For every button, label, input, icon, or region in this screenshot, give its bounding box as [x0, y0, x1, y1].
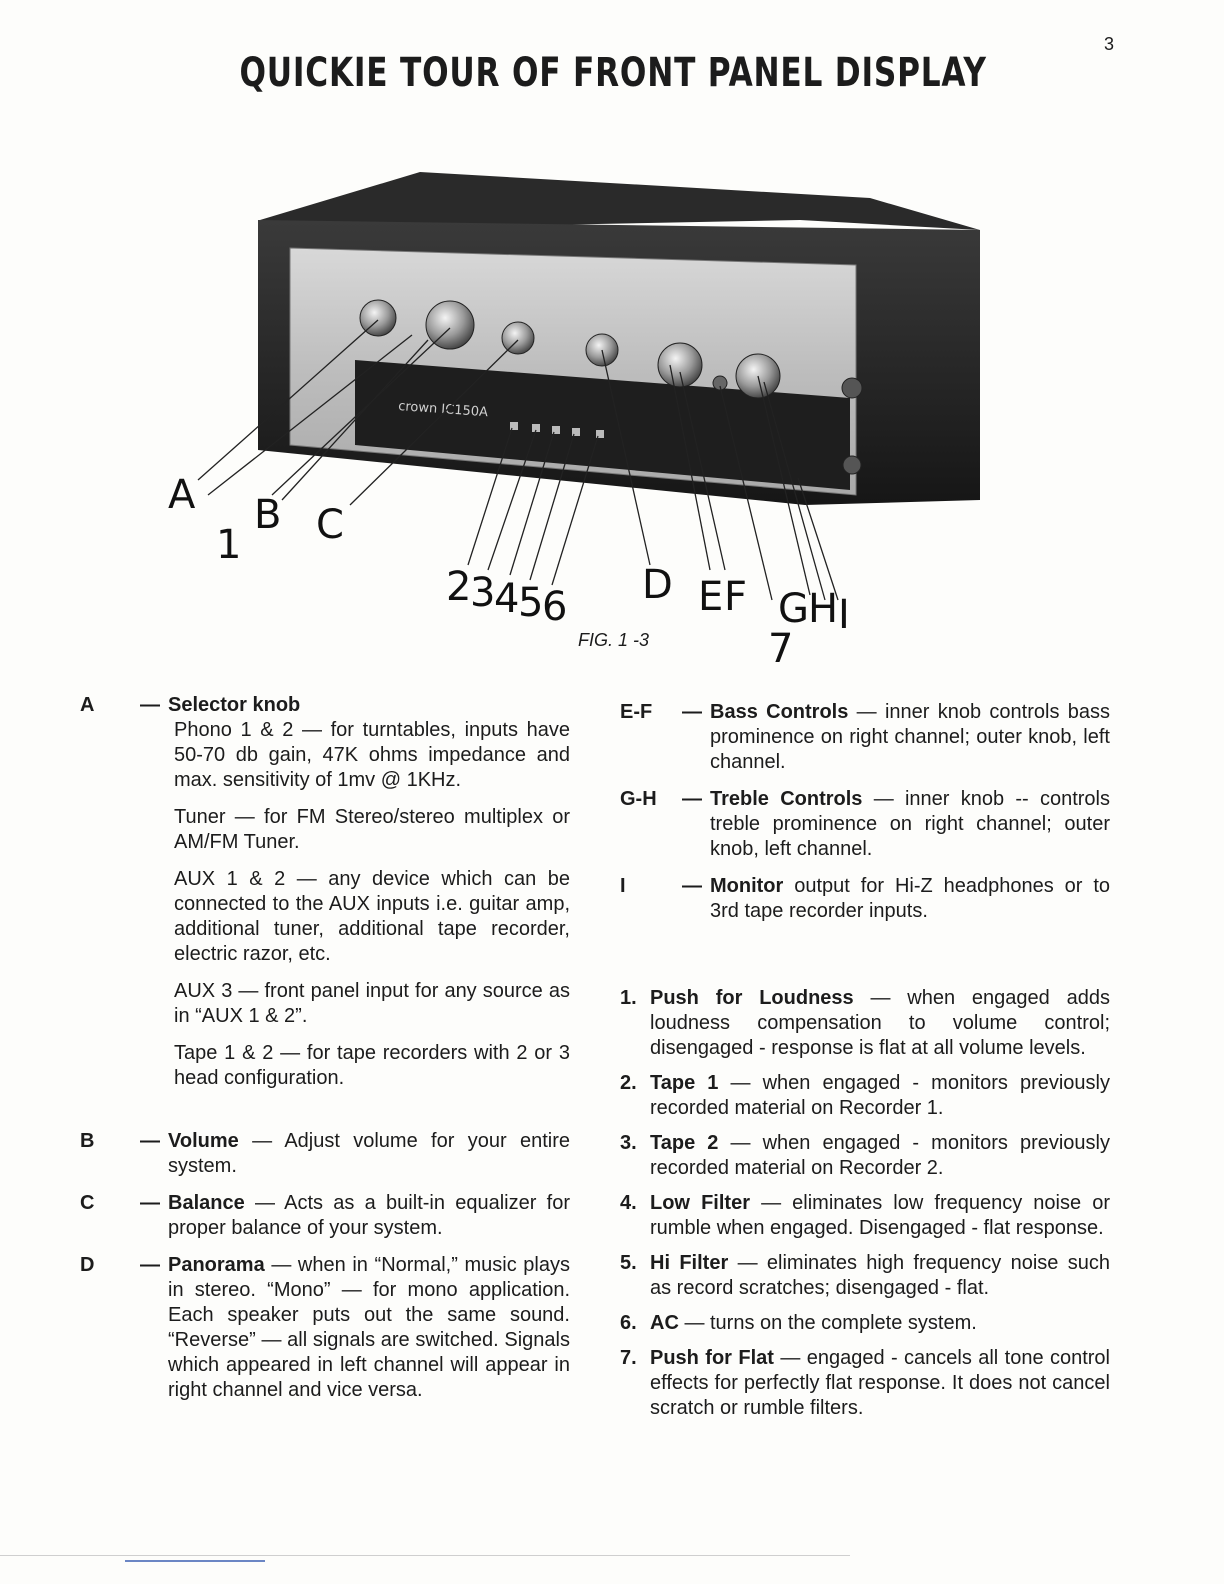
selector-sub-tape: Tape 1 & 2 — for tape recorders with 2 or 3 head configuration. — [174, 1042, 570, 1089]
volume-knob — [426, 301, 474, 349]
callout-c: C — [316, 502, 344, 548]
entry-dash: — — [682, 875, 702, 897]
entry-body — [710, 700, 1110, 775]
left-column — [80, 693, 570, 1415]
entry-dash: — — [140, 1130, 160, 1152]
brand-label: crown IC150A — [397, 399, 489, 421]
footer-accent-rule — [125, 1560, 265, 1562]
callout-6: 6 — [542, 584, 568, 630]
item-term: Tape 2 — [650, 1132, 719, 1154]
list-item — [620, 1131, 1110, 1181]
callout-d: D — [642, 562, 673, 608]
item-body — [650, 1191, 1110, 1241]
item-text: — eliminates low frequency noise or rumble when engaged. Disengaged - flat response. — [650, 1192, 1110, 1239]
selector-sub-aux3: AUX 3 — front panel input for any source as in “AUX 1 & 2”. — [174, 980, 570, 1027]
entry-body — [710, 787, 1110, 862]
callout-a: A — [168, 472, 196, 518]
callout-7: 7 — [768, 626, 794, 670]
item-body — [650, 986, 1110, 1061]
item-body — [650, 1346, 1110, 1421]
item-number: 6. — [620, 1312, 637, 1334]
footer-rule — [0, 1555, 850, 1556]
figure-caption: FIG. 1 -3 — [578, 630, 650, 650]
entry-i — [620, 874, 1110, 924]
entry-a — [80, 693, 570, 718]
entry-term: Panorama — [168, 1254, 265, 1276]
entry-dash: — — [140, 1254, 160, 1276]
balance-knob — [502, 322, 534, 354]
entry-dash: — — [682, 701, 702, 723]
item-text: — turns on the complete system. — [678, 1312, 977, 1334]
entry-text: — Acts as a built-in equalizer for proper balance of your system. — [168, 1192, 570, 1239]
entry-key: I — [620, 875, 626, 897]
entry-body — [168, 1253, 570, 1403]
entry-dash: — — [140, 1192, 160, 1214]
numbered-list — [620, 986, 1110, 1421]
item-text: — when engaged - monitors previously recorded material on Recorder 2. — [650, 1132, 1110, 1179]
monitor-jack — [842, 378, 862, 398]
list-item — [620, 1311, 1110, 1336]
callout-g: G — [778, 586, 809, 632]
callout-2: 2 — [446, 564, 472, 610]
entry-text: output for Hi-Z headphones or to 3rd tape recorder inputs. — [710, 875, 1110, 922]
item-term: Low Filter — [650, 1192, 750, 1214]
item-number: 2. — [620, 1072, 637, 1094]
entry-term: Monitor — [710, 875, 784, 897]
entry-key: G-H — [620, 788, 657, 810]
entry-text: — Adjust volume for your entire system. — [168, 1130, 570, 1177]
entry-e-f — [620, 700, 1110, 775]
entry-key: B — [80, 1130, 95, 1152]
entry-term: Bass Controls — [710, 701, 849, 723]
entry-term: Balance — [168, 1192, 245, 1214]
entry-key: E-F — [620, 701, 653, 723]
entry-key: A — [80, 694, 95, 716]
item-body — [650, 1071, 1110, 1121]
item-number: 4. — [620, 1192, 637, 1214]
entry-term: Selector knob — [168, 694, 301, 716]
callout-e: E — [698, 574, 724, 620]
entry-term: Volume — [168, 1130, 239, 1152]
list-item — [620, 986, 1110, 1061]
item-term: Hi Filter — [650, 1252, 729, 1274]
callout-h: H — [808, 586, 839, 632]
entry-body — [168, 1191, 570, 1241]
item-body — [650, 1131, 1110, 1181]
entry-d — [80, 1253, 570, 1403]
page-title: QUICKIE TOUR OF FRONT PANEL DISPLAY — [239, 50, 987, 96]
item-number: 5. — [620, 1252, 637, 1274]
item-text: — when engaged adds loudness compensation to volume control; disengaged - response is flat at all volume levels. — [650, 987, 1110, 1059]
callout-1: 1 — [216, 522, 242, 568]
entry-dash: — — [682, 788, 702, 810]
item-text: — engaged - cancels all tone control effects for perfectly flat response. It does not cancel scratch or rumble filters. — [650, 1347, 1110, 1419]
selector-sub-phono: Phono 1 & 2 — for turntables, inputs have 50-70 db gain, 47K ohms impedance and max. sensitivity of 1mv @ 1KHz. — [174, 719, 570, 791]
item-term: Tape 1 — [650, 1072, 719, 1094]
entry-b — [80, 1129, 570, 1179]
item-term: AC — [650, 1312, 679, 1334]
item-number: 1. — [620, 987, 637, 1009]
item-term: Push for Loudness — [650, 987, 854, 1009]
item-text: — when engaged - monitors previously recorded material on Recorder 1. — [650, 1072, 1110, 1119]
entry-body — [710, 874, 1110, 924]
selector-sub-tuner: Tuner — for FM Stereo/stereo multiplex or AM/FM Tuner. — [174, 806, 570, 853]
item-number: 7. — [620, 1347, 637, 1369]
aux-jack — [843, 456, 861, 474]
entry-dash: — — [140, 694, 160, 716]
callout-i: I — [838, 592, 850, 638]
entry-body — [168, 693, 570, 718]
item-text: — eliminates high frequency noise such as record scratches; disengaged - flat. — [650, 1252, 1110, 1299]
entry-text: — inner knob controls bass prominence on right channel; outer knob, left channel. — [710, 701, 1110, 773]
amplifier-illustration — [150, 160, 1070, 670]
entry-term: Treble Controls — [710, 788, 863, 810]
list-item — [620, 1346, 1110, 1421]
amplifier-figure — [150, 160, 1070, 670]
page-number: 3 — [1103, 34, 1114, 54]
item-number: 3. — [620, 1132, 637, 1154]
entry-key: D — [80, 1254, 95, 1276]
list-item — [620, 1251, 1110, 1301]
selector-sub-aux12: AUX 1 & 2 — any device which can be connected to the AUX inputs i.e. guitar amp, additional tuner, additional tape recorder, electric razor, etc. — [174, 868, 570, 965]
callout-3: 3 — [470, 570, 496, 616]
entry-c — [80, 1191, 570, 1241]
callout-b: B — [254, 492, 282, 538]
item-term: Push for Flat — [650, 1347, 774, 1369]
cabinet-top — [260, 172, 980, 230]
callout-f: F — [724, 574, 748, 620]
callout-4: 4 — [494, 576, 520, 622]
item-body — [650, 1311, 1110, 1336]
list-item — [620, 1191, 1110, 1241]
bass-knob — [658, 343, 702, 387]
callout-5: 5 — [518, 580, 544, 626]
entry-g-h — [620, 787, 1110, 862]
entry-body — [168, 1129, 570, 1179]
list-item — [620, 1071, 1110, 1121]
right-column — [620, 700, 1110, 1431]
item-body — [650, 1251, 1110, 1301]
entry-text: — when in “Normal,” music plays in stereo. “Mono” — for mono application. Each speaker puts out the same sound. “Reverse” — all signals are switched. Signals which appeared in left channel will appear in right channel and vice versa. — [168, 1254, 570, 1401]
entry-key: C — [80, 1192, 95, 1214]
entry-text: — inner knob -- controls treble prominence on right channel; outer knob, left channel. — [710, 788, 1110, 860]
